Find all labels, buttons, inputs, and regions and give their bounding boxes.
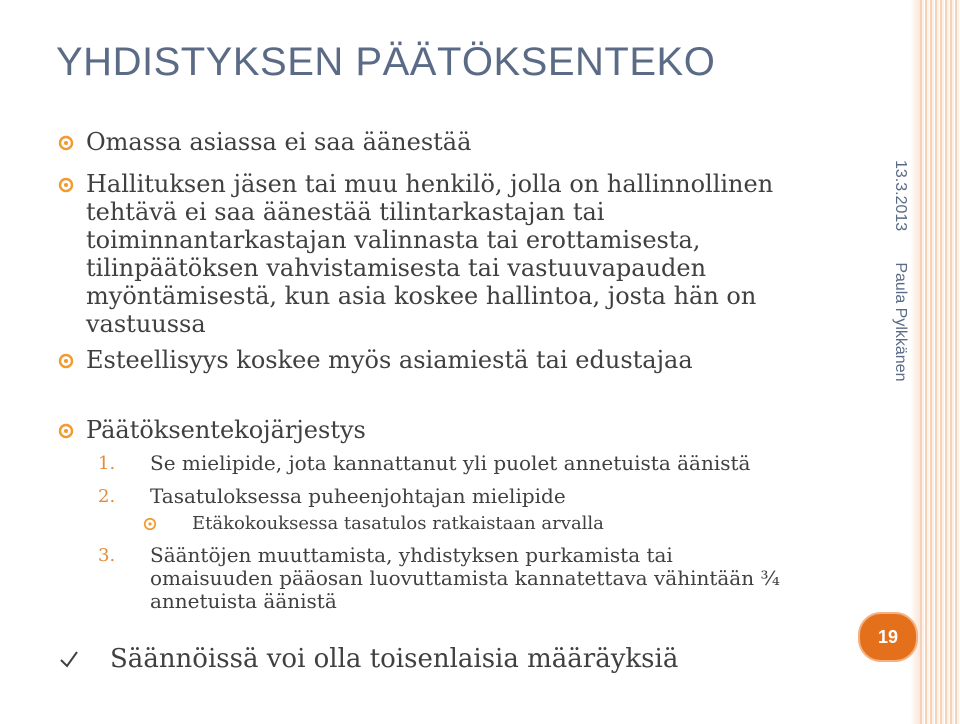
numbered-text: Tasatuloksessa puheenjohtajan mielipide (150, 484, 566, 508)
checked-note-text: Säännöissä voi olla toisenlaisia määräyksiä (110, 644, 679, 674)
item-number: 1. (98, 453, 116, 474)
item-number: 2. (98, 486, 116, 507)
bullet-icon (58, 423, 74, 439)
bullet-item (58, 128, 858, 156)
side-caption (889, 160, 911, 400)
checkmark-icon (58, 648, 80, 670)
agenda-heading (58, 416, 858, 444)
page-number-badge: 19 (858, 612, 918, 662)
checked-note (58, 644, 678, 674)
numbered-text: Se mielipide, jota kannattanut yli puolet annetuista äänistä (150, 451, 751, 475)
bullet-icon (143, 517, 157, 531)
side-author: Paula Pylkkänen (892, 262, 909, 382)
bullet-item (58, 346, 858, 374)
bullet-icon (58, 135, 74, 151)
bullet-icon (58, 177, 74, 193)
bullet-item (58, 170, 806, 338)
numbered-item (58, 452, 770, 475)
decorative-stripes (920, 0, 960, 724)
bullet-icon (58, 353, 74, 369)
bullet-text: Esteellisyys koskee myös asiamiestä tai edustajaa (86, 346, 693, 374)
item-number: 3. (98, 545, 116, 566)
side-caption-text (891, 160, 909, 382)
sub-bullet-item (58, 512, 858, 536)
slide-content (58, 128, 858, 613)
numbered-item (58, 544, 790, 613)
agenda-heading-text: Päätöksentekojärjestys (86, 416, 366, 444)
bullet-text: Omassa asiassa ei saa äänestää (86, 128, 472, 156)
slide-title: YHDISTYKSEN PÄÄTÖKSENTEKO (56, 40, 716, 84)
bullet-text: Hallituksen jäsen tai muu henkilö, jolla on hallinnollinen tehtävä ei saa äänestää tilintarkastajan tai toiminnantarkastajan valinnasta tai erottamisesta, tilinpäätöksen vahvistamisesta tai vastuuvapauden myöntämisestä, kun asia koskee hallintoa, josta hän on vastuussa (86, 170, 774, 338)
sub-bullet-text: Etäkokouksessa tasatulos ratkaistaan arvalla (192, 513, 604, 534)
numbered-item (58, 485, 858, 508)
side-date: 13.3.2013 (892, 160, 909, 232)
numbered-text: Sääntöjen muuttamista, yhdistyksen purkamista tai omaisuuden pääosan luovuttamista kannatettava vähintään ¾ annetuista äänistä (150, 543, 780, 613)
